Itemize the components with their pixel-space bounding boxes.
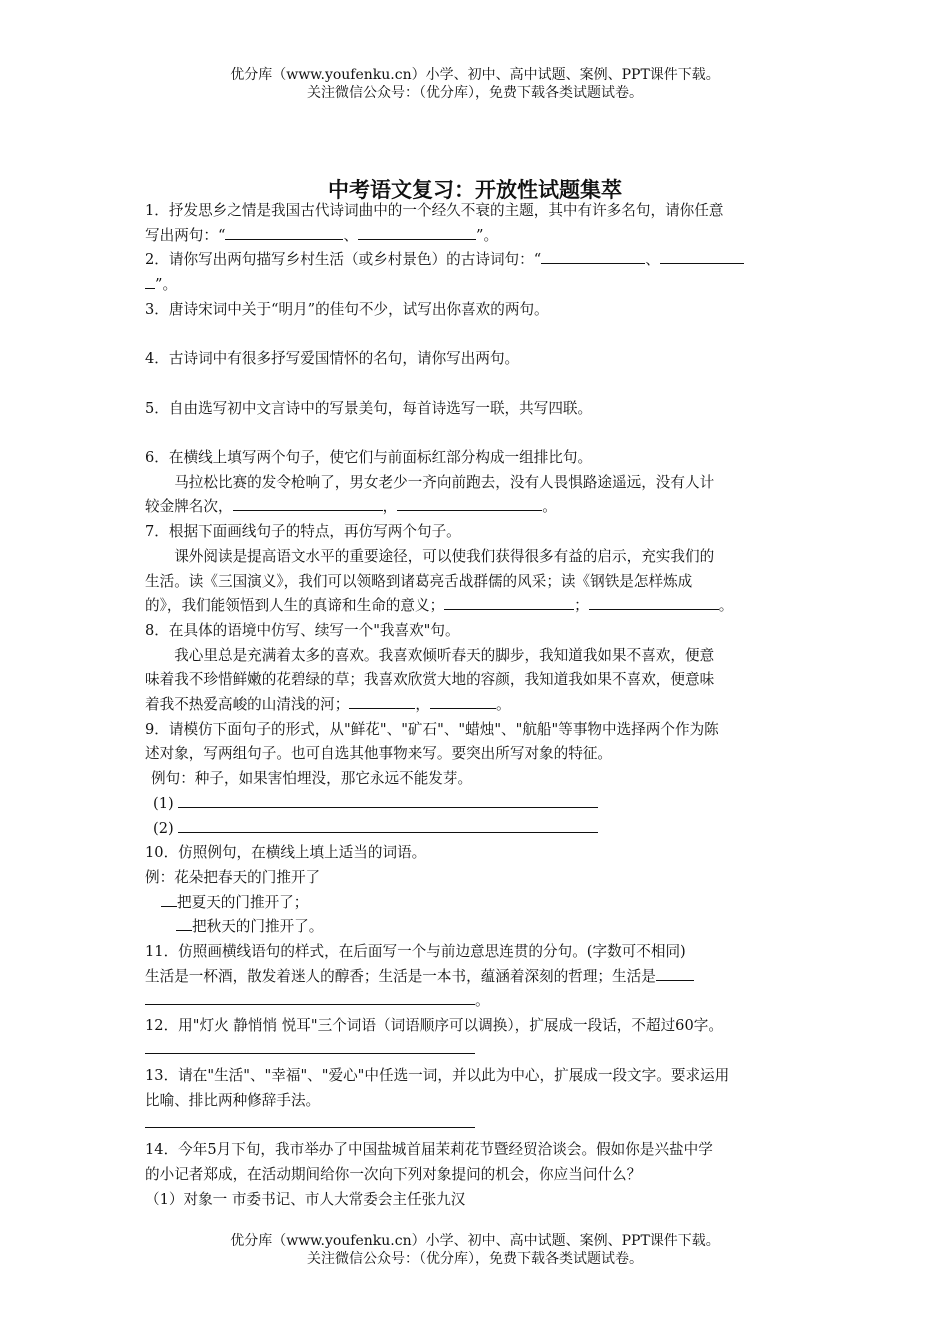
q14-line-3: （1）对象一 市委书记、市人大常委会主任张九汉: [145, 1190, 466, 1208]
q11-line-1: 11．仿照画横线语句的样式，在后面写一个与前边意思连贯的分句。(字数可不相同): [145, 943, 686, 961]
q11-line-2: 生活是一杯酒，散发着迷人的醇香；生活是一本书，蕴涵着深刻的哲理；生活是: [145, 965, 813, 990]
answer-blank[interactable]: [349, 693, 415, 709]
answer-blank[interactable]: [161, 891, 177, 907]
q9-example: 例句：种子，如果害怕埋没，那它永远不能发芽。: [151, 770, 473, 788]
document-title: 中考语文复习：开放性试题集萃: [328, 178, 622, 202]
answer-blank[interactable]: [176, 915, 192, 931]
q14-line-2: 的小记者郑成，在活动期间给你一次向下列对象提问的机会，你应当问什么？: [145, 1165, 642, 1183]
answer-blank[interactable]: [225, 224, 343, 240]
q14-line-1: 14．今年5月下旬，我市举办了中国盐城首届茉莉花节暨经贸洽谈会。假如你是兴盐中学: [145, 1141, 713, 1159]
q7-line-2: 课外阅读是提高语文水平的重要途径，可以使我们获得很多有益的启示，充实我们的: [174, 547, 715, 565]
q10-line-4: 把秋天的门推开了。: [145, 915, 813, 940]
answer-line[interactable]: [145, 1039, 475, 1054]
page-footer: [0, 1232, 950, 1268]
q9-answer-1: (1): [145, 792, 813, 817]
q5: 5．自由选写初中文言诗中的写景美句，每首诗选写一联，共写四联。: [145, 399, 593, 417]
q8-line-4: 着我不热爱高峻的山清浅的河； ， 。: [145, 693, 813, 718]
q9-answer-2: (2): [145, 817, 813, 842]
page-header: [0, 66, 950, 102]
q9-line-2: 述对象，写两组句子。也可自选其他事物来写。要突出所写对象的特征。: [145, 745, 613, 763]
q10-example: 例：花朵把春天的门推开了: [145, 868, 321, 886]
answer-blank[interactable]: [397, 495, 542, 511]
q1-line-2: 写出两句：“ 、 ”。: [145, 224, 813, 249]
q10-line-3: 把夏天的门推开了；: [145, 891, 813, 916]
answer-blank[interactable]: [178, 817, 598, 833]
q8-line-1: 8．在具体的语境中仿写、续写一个"我喜欢"句。: [145, 621, 460, 639]
q7-line-3: 生活。读《三国演义》，我们可以领略到诸葛亮舌战群儒的风采；读《钢铁是怎样炼成: [145, 572, 693, 590]
q9-line-1: 9．请模仿下面句子的形式，从"鲜花"、"矿石"、"蜡烛"、"航船"等事物中选择两个作为陈: [145, 720, 719, 738]
q7-line-1: 7．根据下面画线句子的特点，再仿写两个句子。: [145, 523, 461, 541]
q6-line-3: 较金牌名次， ， 。: [145, 495, 813, 520]
q2-line-2: ”。: [145, 273, 813, 298]
q8-line-2: 我心里总是充满着太多的喜欢。我喜欢倾听春天的脚步，我知道我如果不喜欢，便意: [174, 646, 715, 664]
answer-line[interactable]: [145, 1113, 475, 1128]
footer-line-1: 优分库（www.youfenku.cn）小学、初中、高中试题、案例、PPT课件下载。: [230, 1233, 720, 1249]
answer-blank[interactable]: [656, 965, 694, 981]
q6-line-2: 马拉松比赛的发令枪响了，男女老少一齐向前跑去，没有人畏惧路途遥远，没有人计: [174, 473, 715, 491]
answer-blank[interactable]: [145, 273, 155, 289]
answer-blank[interactable]: [541, 248, 645, 264]
answer-blank[interactable]: [178, 792, 598, 808]
q11-line-3: 。: [145, 989, 813, 1014]
q12: 12．用"灯火 静悄悄 悦耳"三个词语（词语顺序可以调换），扩展成一段话，不超过60字。: [145, 1017, 723, 1035]
q8-line-3: 味着我不珍惜鲜嫩的花碧绿的草；我喜欢欣赏大地的容颜，我知道我如果不喜欢，便意味: [145, 671, 715, 689]
answer-blank[interactable]: [444, 594, 574, 610]
footer-line-2: 关注微信公众号：（优分库），免费下载各类试题试卷。: [307, 1251, 643, 1267]
q6-line-1: 6．在横线上填写两个句子，使它们与前面标红部分构成一组排比句。: [145, 448, 593, 466]
q10-line-1: 10．仿照例句，在横线上填上适当的词语。: [145, 844, 427, 862]
header-line-1: 优分库（www.youfenku.cn）小学、初中、高中试题、案例、PPT课件下载。: [230, 67, 720, 83]
q4: 4．古诗词中有很多抒写爱国情怀的名句，请你写出两句。: [145, 350, 520, 368]
header-line-2: 关注微信公众号：（优分库），免费下载各类试题试卷。: [307, 85, 643, 101]
document-body: [145, 199, 813, 1212]
answer-blank[interactable]: [430, 693, 496, 709]
q13-line-1: 13．请在"生活"、"幸福"、"爱心"中任选一词，并以此为中心，扩展成一段文字。要求运用: [145, 1066, 730, 1084]
q13-line-2: 比喻、排比两种修辞手法。: [145, 1091, 321, 1109]
answer-blank[interactable]: [589, 594, 719, 610]
answer-blank[interactable]: [358, 224, 476, 240]
answer-blank[interactable]: [660, 248, 744, 264]
q2-line-1: 2．请你写出两句描写乡村生活（或乡村景色）的古诗词句：“ 、: [145, 248, 813, 273]
answer-blank[interactable]: [145, 989, 475, 1005]
q1-line-1: 1．抒发思乡之情是我国古代诗词曲中的一个经久不衰的主题，其中有许多名句，请你任意: [145, 202, 724, 219]
q3: 3．唐诗宋词中关于“明月”的佳句不少，试写出你喜欢的两句。: [145, 300, 549, 318]
q7-line-4: 的》，我们能领悟到人生的真谛和生命的意义； ； 。: [145, 594, 813, 619]
answer-blank[interactable]: [233, 495, 383, 511]
